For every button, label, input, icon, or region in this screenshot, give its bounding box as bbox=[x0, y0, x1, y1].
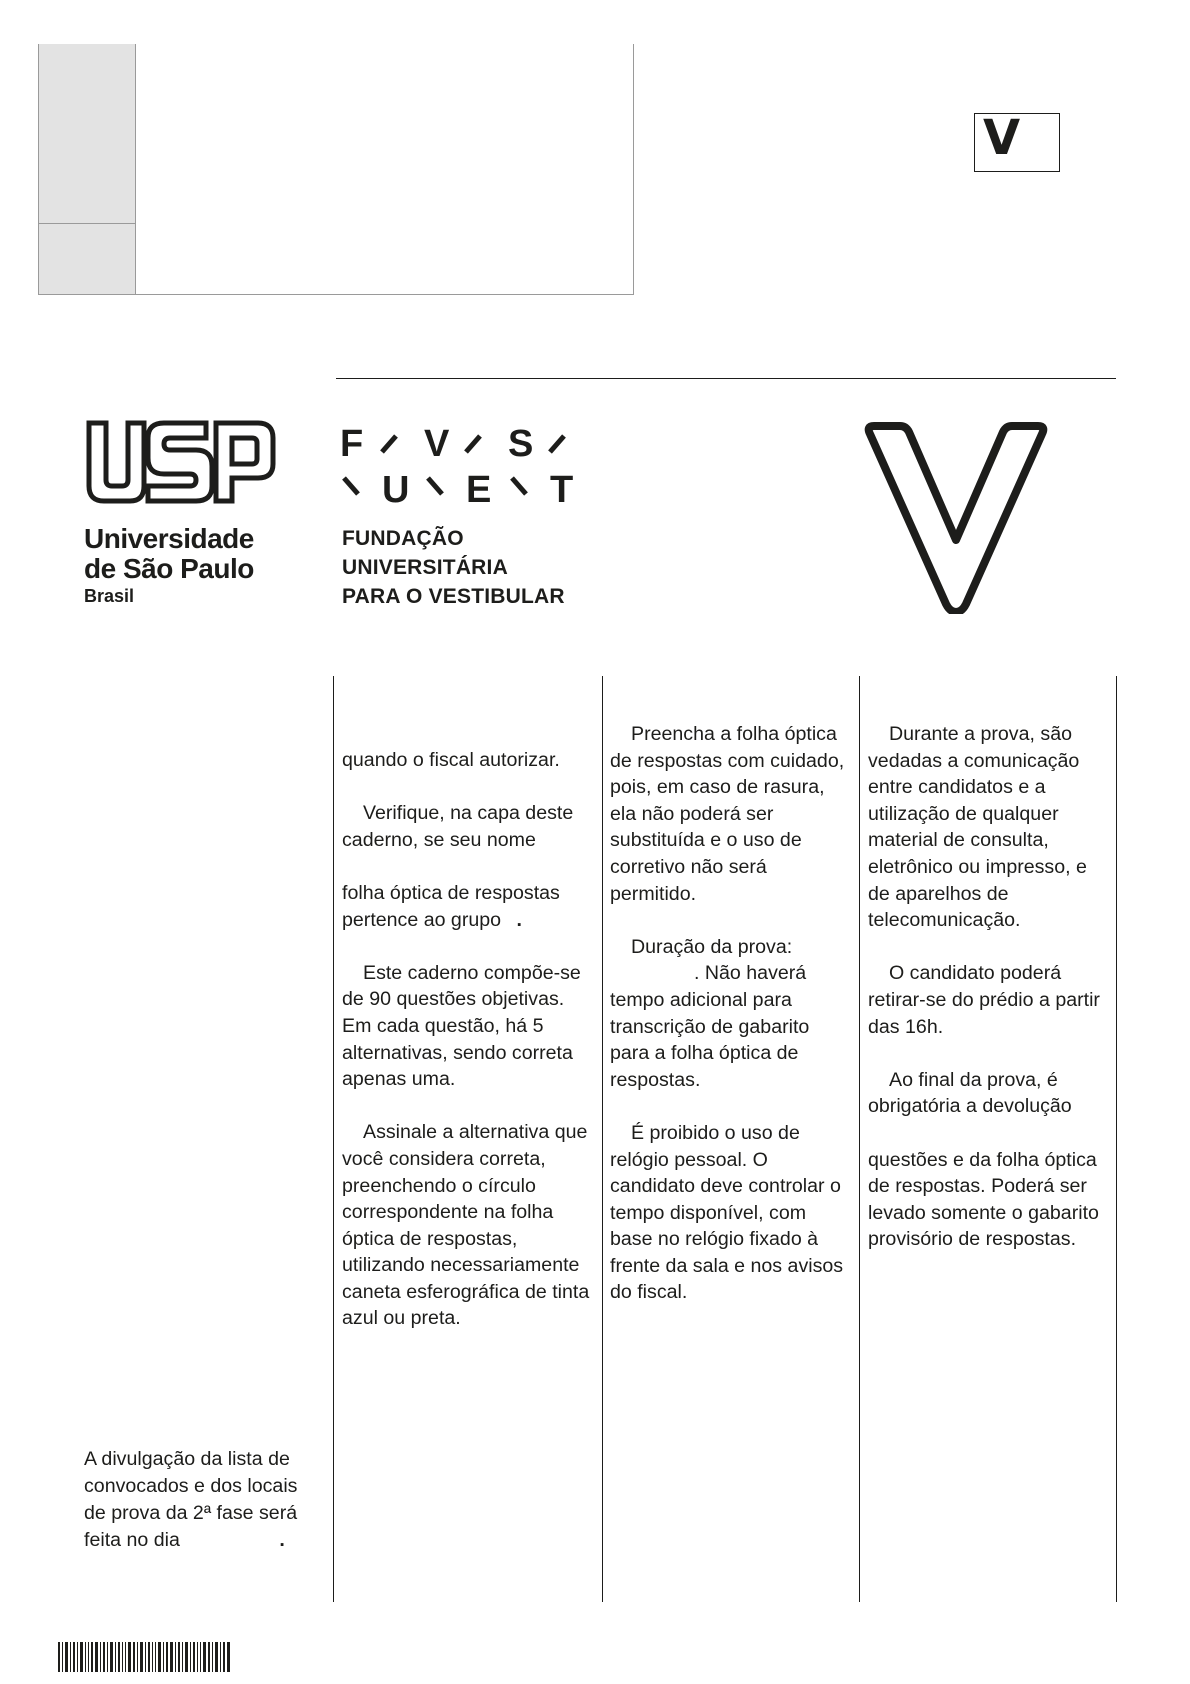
instruction-answer-sheet: Preencha a folha óptica de respostas com cuidado, pois, em caso de rasura, ela não poderá ser substituída e o uso de corretivo não será permitido. bbox=[610, 723, 845, 905]
column-rule-3 bbox=[859, 676, 860, 1602]
id-box-divider bbox=[39, 223, 135, 224]
duration-rest: tempo adicional para transcrição de gabarito para a folha óptica de respostas. bbox=[610, 988, 810, 1091]
fuvest-name-line1: FUNDAÇÃO bbox=[342, 527, 464, 550]
duration-line1: Duração da prova: bbox=[631, 935, 793, 958]
instruction-duration bbox=[610, 934, 850, 1094]
usp-name-line3: Brasil bbox=[84, 586, 135, 606]
usp-name-line1: Universidade bbox=[84, 523, 254, 554]
instructions-column-3 bbox=[868, 721, 1108, 1279]
fuvest-name-line3: PARA O VESTIBULAR bbox=[342, 585, 565, 608]
fuvest-letter-v: V bbox=[424, 423, 450, 465]
instruction-verify-name bbox=[342, 800, 592, 933]
fuvest-letter-s: S bbox=[508, 423, 534, 465]
candidate-id-box bbox=[38, 44, 634, 295]
fuvest-name bbox=[342, 524, 565, 611]
instruction-leave-time: O candidato poderá retirar-se do prédio a partir das 16h. bbox=[868, 962, 1100, 1038]
usp-name bbox=[84, 524, 254, 608]
fuvest-letter-t: T bbox=[550, 469, 574, 506]
big-version-letter bbox=[860, 418, 1052, 614]
column-rule-4 bbox=[1116, 676, 1117, 1602]
version-letter: V bbox=[983, 110, 1021, 166]
version-box bbox=[974, 110, 1060, 172]
instruction-communication: Durante a prova, são vedadas a comunicação entre candidatos e a utilização de qualquer material de consulta, eletrônico ou impresso, e de aparelhos de telecomunicação. bbox=[868, 723, 1087, 932]
second-phase-notice bbox=[84, 1446, 310, 1554]
verify-end: . bbox=[516, 908, 522, 931]
barcode bbox=[58, 1642, 230, 1672]
return-line2: obrigatória a devolução bbox=[868, 1095, 1072, 1118]
fuvest-letter-f: F bbox=[340, 423, 364, 465]
verify-line2: caderno, se seu nome bbox=[342, 828, 536, 851]
verify-line3: folha óptica de respostas bbox=[342, 881, 560, 904]
column-rule-2 bbox=[602, 676, 603, 1602]
return-line1: Ao final da prova, é bbox=[889, 1068, 1058, 1091]
instruction-caderno-composition: Este caderno compõe-se de 90 questões objetivas. Em cada questão, há 5 alternativas, sendo correta apenas uma. bbox=[342, 961, 581, 1091]
verify-line4: pertence ao grupo bbox=[342, 908, 502, 931]
instructions-column-2 bbox=[610, 721, 850, 1333]
instruction-return-material bbox=[868, 1067, 1108, 1253]
instruction-open-caderno: quando o fiscal autorizar. bbox=[342, 749, 560, 771]
fuvest-letter-u: U bbox=[382, 469, 410, 506]
verify-line1: Verifique, na capa deste bbox=[363, 802, 574, 825]
duration-line2: . Não haverá bbox=[694, 962, 807, 985]
instruction-watch-prohibited: É proibido o uso de relógio pessoal. O candidato deve controlar o tempo disponível, com base no relógio fixado à frente da sala e nos avisos do fiscal. bbox=[610, 1121, 844, 1304]
instruction-mark-alternative: Assinale a alternativa que você considera correta, preenchendo o círculo correspondente na folha óptica de respostas, utilizando necessariamente caneta esferográfica de tinta azul ou preta. bbox=[342, 1121, 590, 1330]
fuvest-name-line2: UNIVERSITÁRIA bbox=[342, 556, 508, 579]
id-box-label-column bbox=[39, 44, 136, 294]
header-rule bbox=[336, 378, 1116, 379]
usp-name-line2: de São Paulo bbox=[84, 553, 254, 584]
return-rest: questões e da folha óptica de respostas. Poderá ser levado somente o gabarito provisório de respostas. bbox=[868, 1148, 1099, 1251]
usp-logo bbox=[86, 420, 276, 504]
instructions-column-1 bbox=[342, 747, 592, 1359]
notice-text: A divulgação da lista de convocados e dos locais de prova da 2ª fase será feita no dia bbox=[84, 1448, 298, 1551]
column-rule-1 bbox=[333, 676, 334, 1602]
fuvest-logo-mark bbox=[340, 422, 580, 506]
fuvest-letter-e: E bbox=[466, 469, 492, 506]
notice-end: . bbox=[279, 1529, 285, 1551]
